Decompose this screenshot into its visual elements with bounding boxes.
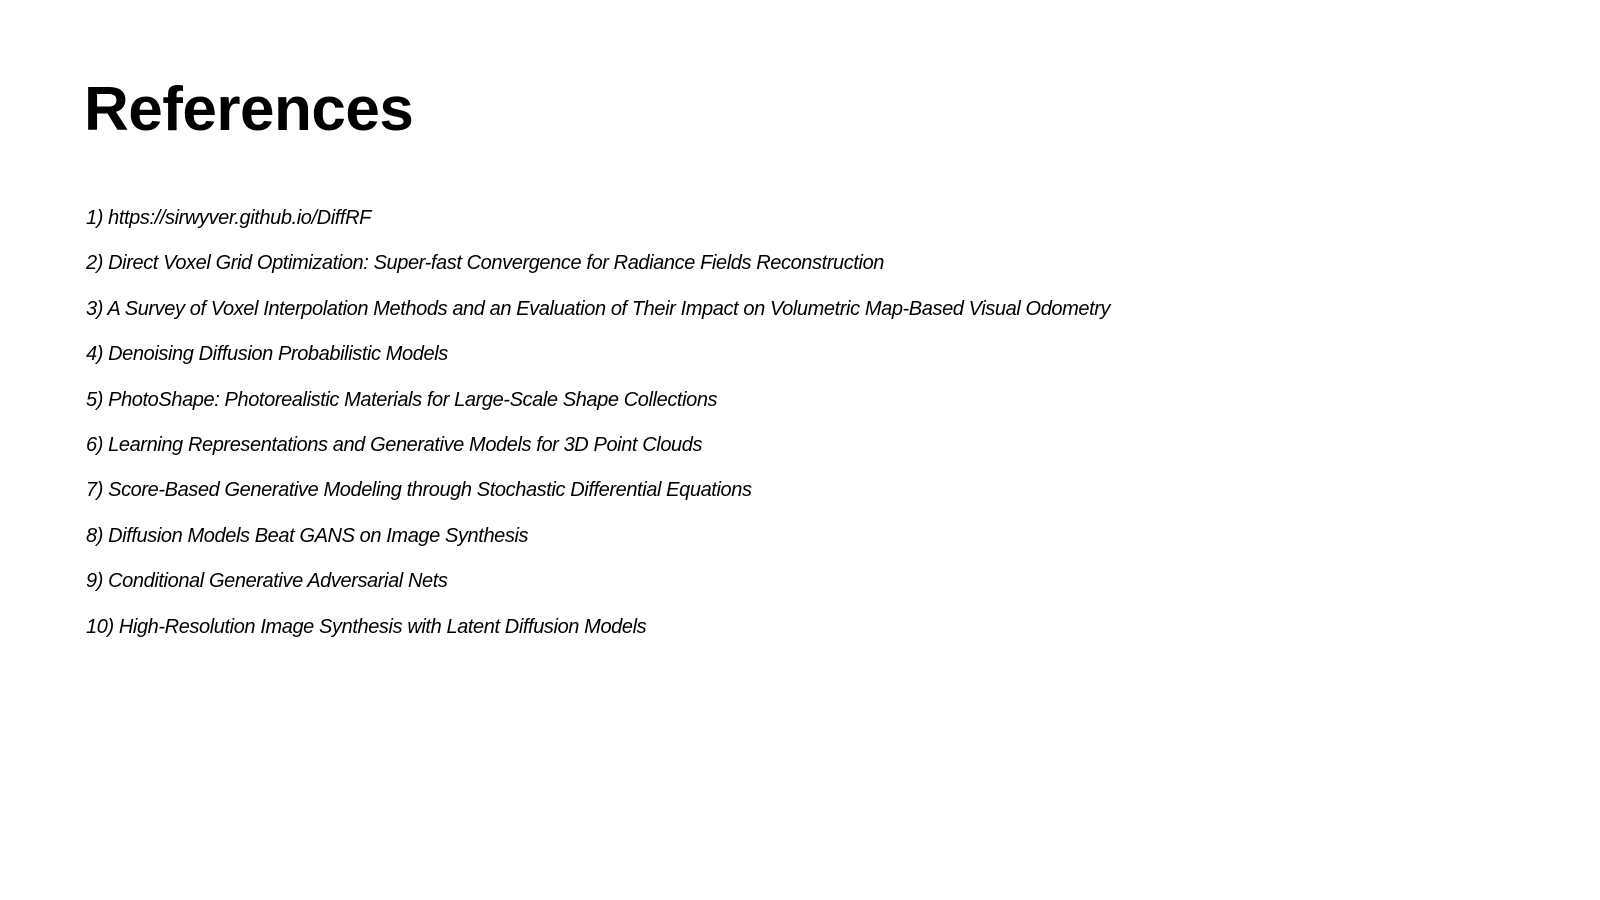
reference-item-9: 9) Conditional Generative Adversarial Nets: [86, 570, 448, 593]
reference-item-1: 1) https://sirwyver.github.io/DiffRF: [86, 207, 371, 229]
references-list: [86, 206, 1110, 660]
reference-item-8: 8) Diffusion Models Beat GANS on Image Synthesis: [86, 524, 529, 547]
reference-item-4: 4) Denoising Diffusion Probabilistic Models: [86, 343, 448, 366]
reference-item-6: 6) Learning Representations and Generative Models for 3D Point Clouds: [86, 433, 703, 456]
reference-item-2: 2) Direct Voxel Grid Optimization: Super-fast Convergence for Radiance Fields Reconstruction: [86, 252, 885, 275]
reference-item-5: 5) PhotoShape: Photorealistic Materials for Large-Scale Shape Collections: [86, 388, 718, 411]
reference-item-7: 7) Score-Based Generative Modeling through Stochastic Differential Equations: [86, 479, 752, 502]
page-title: References: [84, 75, 414, 144]
reference-item-10: 10) High-Resolution Image Synthesis with Latent Diffusion Models: [86, 615, 647, 638]
reference-item-3: 3) A Survey of Voxel Interpolation Methods and an Evaluation of Their Impact on Volumetric Map-Based Visual Odometry: [86, 297, 1111, 320]
